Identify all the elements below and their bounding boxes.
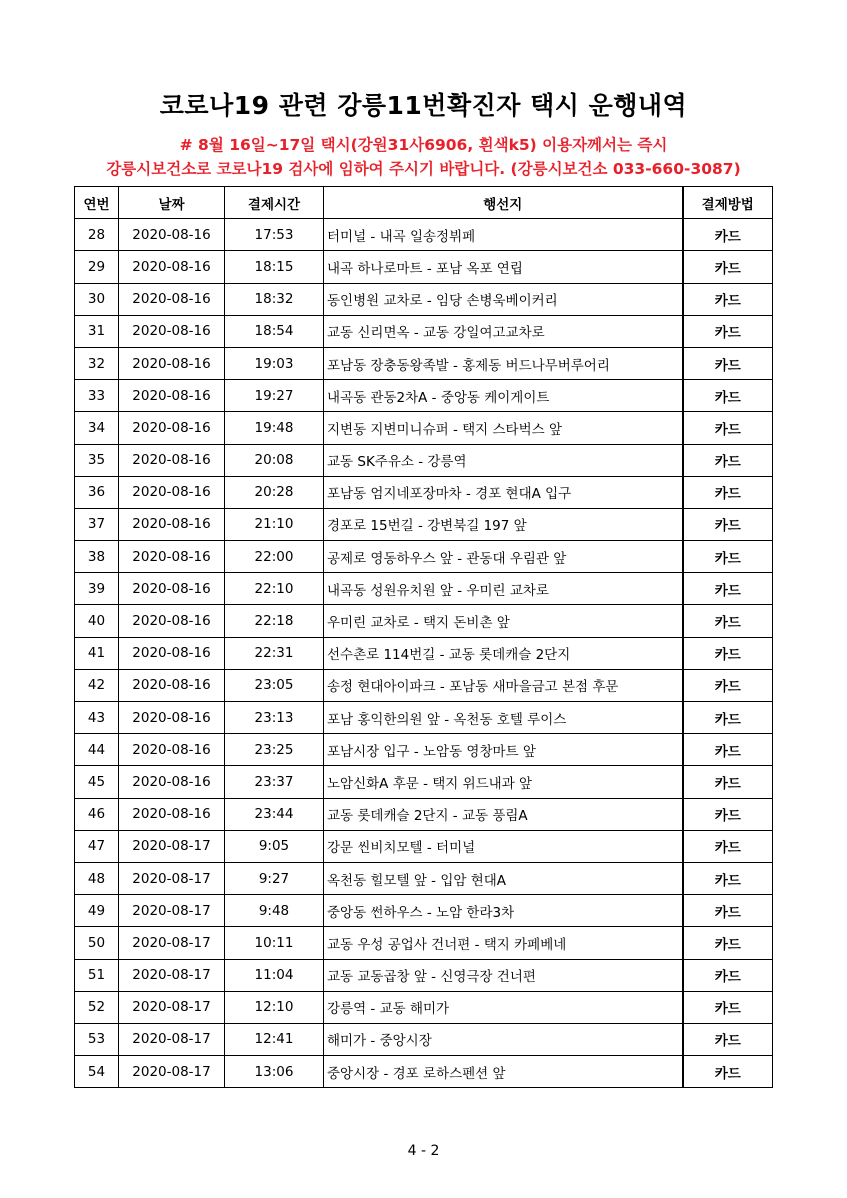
table-row — [75, 315, 773, 347]
table-row — [75, 669, 773, 701]
cell-payment-method: 카드 — [683, 508, 773, 540]
cell-number: 44 — [75, 734, 119, 766]
cell-date: 2020-08-17 — [119, 830, 225, 862]
cell-payment-method: 카드 — [683, 927, 773, 959]
cell-number: 37 — [75, 508, 119, 540]
table-row — [75, 927, 773, 959]
cell-payment-method: 카드 — [683, 444, 773, 476]
cell-route: 경포로 15번길 - 강변북길 197 앞 — [324, 508, 683, 540]
table-row — [75, 1023, 773, 1055]
cell-number: 48 — [75, 862, 119, 894]
cell-payment-method: 카드 — [683, 412, 773, 444]
cell-route: 동인병원 교차로 - 임당 손병욱베이커리 — [324, 283, 683, 315]
table-row — [75, 959, 773, 991]
cell-route: 강문 씬비치모텔 - 터미널 — [324, 830, 683, 862]
cell-number: 41 — [75, 637, 119, 669]
cell-number: 34 — [75, 412, 119, 444]
cell-number: 30 — [75, 283, 119, 315]
cell-time: 22:10 — [225, 573, 324, 605]
table-row — [75, 573, 773, 605]
cell-number: 47 — [75, 830, 119, 862]
cell-number: 40 — [75, 605, 119, 637]
cell-date: 2020-08-16 — [119, 734, 225, 766]
header-payment-method: 결제방법 — [683, 187, 773, 219]
cell-number: 32 — [75, 347, 119, 379]
cell-payment-method: 카드 — [683, 283, 773, 315]
cell-date: 2020-08-16 — [119, 251, 225, 283]
table-row — [75, 541, 773, 573]
cell-number: 35 — [75, 444, 119, 476]
cell-date: 2020-08-16 — [119, 444, 225, 476]
taxi-log-table — [74, 186, 773, 1088]
page-number: 4 - 2 — [407, 1143, 440, 1159]
cell-time: 9:05 — [225, 830, 324, 862]
cell-payment-method: 카드 — [683, 637, 773, 669]
cell-time: 23:37 — [225, 766, 324, 798]
cell-payment-method: 카드 — [683, 541, 773, 573]
table-header-row — [75, 187, 773, 219]
cell-number: 52 — [75, 991, 119, 1023]
notice-line-2: 강릉시보건소로 코로나19 검사에 임하여 주시기 바랍니다. (강릉시보건소 033-660-3087) — [106, 160, 741, 178]
table-row — [75, 605, 773, 637]
cell-number: 50 — [75, 927, 119, 959]
cell-date: 2020-08-16 — [119, 605, 225, 637]
table-row — [75, 766, 773, 798]
cell-route: 포남시장 입구 - 노암동 영창마트 앞 — [324, 734, 683, 766]
cell-payment-method: 카드 — [683, 734, 773, 766]
cell-date: 2020-08-16 — [119, 283, 225, 315]
cell-time: 20:08 — [225, 444, 324, 476]
cell-route: 내곡 하나로마트 - 포남 옥포 연립 — [324, 251, 683, 283]
table-row — [75, 798, 773, 830]
cell-number: 29 — [75, 251, 119, 283]
table-row — [75, 702, 773, 734]
cell-time: 17:53 — [225, 219, 324, 251]
cell-date: 2020-08-16 — [119, 702, 225, 734]
cell-number: 31 — [75, 315, 119, 347]
cell-number: 53 — [75, 1023, 119, 1055]
cell-date: 2020-08-16 — [119, 798, 225, 830]
cell-time: 23:13 — [225, 702, 324, 734]
table-row — [75, 219, 773, 251]
table-row — [75, 862, 773, 894]
cell-time: 9:27 — [225, 862, 324, 894]
cell-date: 2020-08-16 — [119, 380, 225, 412]
cell-route: 교동 롯데캐슬 2단지 - 교동 풍림A — [324, 798, 683, 830]
cell-number: 33 — [75, 380, 119, 412]
cell-route: 포남동 엄지네포장마차 - 경포 현대A 입구 — [324, 476, 683, 508]
cell-route: 포남 홍익한의원 앞 - 옥천동 호텔 루이스 — [324, 702, 683, 734]
cell-date: 2020-08-16 — [119, 508, 225, 540]
cell-date: 2020-08-17 — [119, 895, 225, 927]
cell-date: 2020-08-16 — [119, 541, 225, 573]
page-title: 코로나19 관련 강릉11번확진자 택시 운행내역 — [159, 91, 688, 120]
table-row — [75, 830, 773, 862]
table-row — [75, 476, 773, 508]
cell-route: 지변동 지변미니슈퍼 - 택지 스타벅스 앞 — [324, 412, 683, 444]
cell-number: 38 — [75, 541, 119, 573]
cell-payment-method: 카드 — [683, 251, 773, 283]
cell-date: 2020-08-17 — [119, 927, 225, 959]
cell-route: 해미가 - 중앙시장 — [324, 1023, 683, 1055]
cell-time: 22:00 — [225, 541, 324, 573]
cell-payment-method: 카드 — [683, 830, 773, 862]
cell-date: 2020-08-17 — [119, 862, 225, 894]
cell-time: 12:10 — [225, 991, 324, 1023]
cell-date: 2020-08-17 — [119, 991, 225, 1023]
cell-payment-method: 카드 — [683, 219, 773, 251]
table-row — [75, 251, 773, 283]
cell-number: 51 — [75, 959, 119, 991]
header-payment-time: 결제시간 — [225, 187, 324, 219]
cell-payment-method: 카드 — [683, 862, 773, 894]
cell-payment-method: 카드 — [683, 380, 773, 412]
cell-payment-method: 카드 — [683, 347, 773, 379]
cell-route: 옥천동 힐모텔 앞 - 입암 현대A — [324, 862, 683, 894]
cell-date: 2020-08-16 — [119, 766, 225, 798]
notice-line-1: # 8월 16일~17일 택시(강원31사6906, 흰색k5) 이용자께서는 즉시 — [179, 136, 668, 154]
cell-number: 39 — [75, 573, 119, 605]
table-row — [75, 734, 773, 766]
cell-date: 2020-08-16 — [119, 573, 225, 605]
cell-time: 23:44 — [225, 798, 324, 830]
cell-route: 우미린 교차로 - 택지 돈비촌 앞 — [324, 605, 683, 637]
table-row — [75, 347, 773, 379]
cell-route: 중앙시장 - 경포 로하스펜션 앞 — [324, 1056, 683, 1088]
cell-date: 2020-08-17 — [119, 959, 225, 991]
cell-number: 49 — [75, 895, 119, 927]
table-body — [75, 219, 773, 1088]
header-route: 행선지 — [324, 187, 683, 219]
cell-route: 중앙동 썬하우스 - 노암 한라3차 — [324, 895, 683, 927]
cell-payment-method: 카드 — [683, 702, 773, 734]
cell-route: 내곡동 관동2차A - 중앙동 케이게이트 — [324, 380, 683, 412]
cell-payment-method: 카드 — [683, 605, 773, 637]
cell-number: 46 — [75, 798, 119, 830]
cell-route: 송정 현대아이파크 - 포남동 새마을금고 본점 후문 — [324, 669, 683, 701]
cell-time: 18:32 — [225, 283, 324, 315]
cell-time: 13:06 — [225, 1056, 324, 1088]
cell-payment-method: 카드 — [683, 476, 773, 508]
cell-payment-method: 카드 — [683, 991, 773, 1023]
cell-route: 내곡동 성원유치원 앞 - 우미린 교차로 — [324, 573, 683, 605]
table-row — [75, 283, 773, 315]
cell-time: 21:10 — [225, 508, 324, 540]
cell-time: 22:18 — [225, 605, 324, 637]
cell-payment-method: 카드 — [683, 959, 773, 991]
cell-time: 19:48 — [225, 412, 324, 444]
cell-time: 19:27 — [225, 380, 324, 412]
table-row — [75, 991, 773, 1023]
cell-payment-method: 카드 — [683, 798, 773, 830]
cell-payment-method: 카드 — [683, 669, 773, 701]
cell-date: 2020-08-17 — [119, 1056, 225, 1088]
table-row — [75, 895, 773, 927]
cell-time: 11:04 — [225, 959, 324, 991]
cell-time: 20:28 — [225, 476, 324, 508]
cell-time: 18:15 — [225, 251, 324, 283]
cell-time: 23:05 — [225, 669, 324, 701]
cell-time: 18:54 — [225, 315, 324, 347]
table-row — [75, 1056, 773, 1088]
table-row — [75, 508, 773, 540]
cell-payment-method: 카드 — [683, 895, 773, 927]
cell-route: 교동 우성 공업사 건너편 - 택지 카페베네 — [324, 927, 683, 959]
cell-date: 2020-08-16 — [119, 412, 225, 444]
cell-route: 선수촌로 114번길 - 교동 롯데캐슬 2단지 — [324, 637, 683, 669]
cell-number: 45 — [75, 766, 119, 798]
cell-route: 포남동 장충동왕족발 - 홍제동 버드나무버루어리 — [324, 347, 683, 379]
cell-route: 교동 SK주유소 - 강릉역 — [324, 444, 683, 476]
cell-number: 36 — [75, 476, 119, 508]
cell-payment-method: 카드 — [683, 766, 773, 798]
cell-route: 노암신화A 후문 - 택지 위드내과 앞 — [324, 766, 683, 798]
cell-route: 교동 신리면옥 - 교동 강일여고교차로 — [324, 315, 683, 347]
table-row — [75, 444, 773, 476]
cell-date: 2020-08-16 — [119, 347, 225, 379]
cell-date: 2020-08-17 — [119, 1023, 225, 1055]
table-row — [75, 412, 773, 444]
cell-time: 19:03 — [225, 347, 324, 379]
table-row — [75, 380, 773, 412]
cell-number: 42 — [75, 669, 119, 701]
cell-date: 2020-08-16 — [119, 476, 225, 508]
cell-route: 공제로 영동하우스 앞 - 관동대 우림관 앞 — [324, 541, 683, 573]
header-date: 날짜 — [119, 187, 225, 219]
cell-time: 12:41 — [225, 1023, 324, 1055]
header-number: 연번 — [75, 187, 119, 219]
cell-route: 교동 교동곱창 앞 - 신영극장 건너편 — [324, 959, 683, 991]
cell-payment-method: 카드 — [683, 1023, 773, 1055]
cell-time: 22:31 — [225, 637, 324, 669]
cell-time: 23:25 — [225, 734, 324, 766]
cell-number: 54 — [75, 1056, 119, 1088]
cell-route: 터미널 - 내곡 일송정뷔페 — [324, 219, 683, 251]
cell-date: 2020-08-16 — [119, 219, 225, 251]
cell-time: 10:11 — [225, 927, 324, 959]
cell-payment-method: 카드 — [683, 315, 773, 347]
cell-time: 9:48 — [225, 895, 324, 927]
cell-date: 2020-08-16 — [119, 669, 225, 701]
cell-payment-method: 카드 — [683, 1056, 773, 1088]
cell-payment-method: 카드 — [683, 573, 773, 605]
cell-date: 2020-08-16 — [119, 315, 225, 347]
cell-date: 2020-08-16 — [119, 637, 225, 669]
table-row — [75, 637, 773, 669]
cell-number: 43 — [75, 702, 119, 734]
cell-route: 강릉역 - 교동 해미가 — [324, 991, 683, 1023]
cell-number: 28 — [75, 219, 119, 251]
